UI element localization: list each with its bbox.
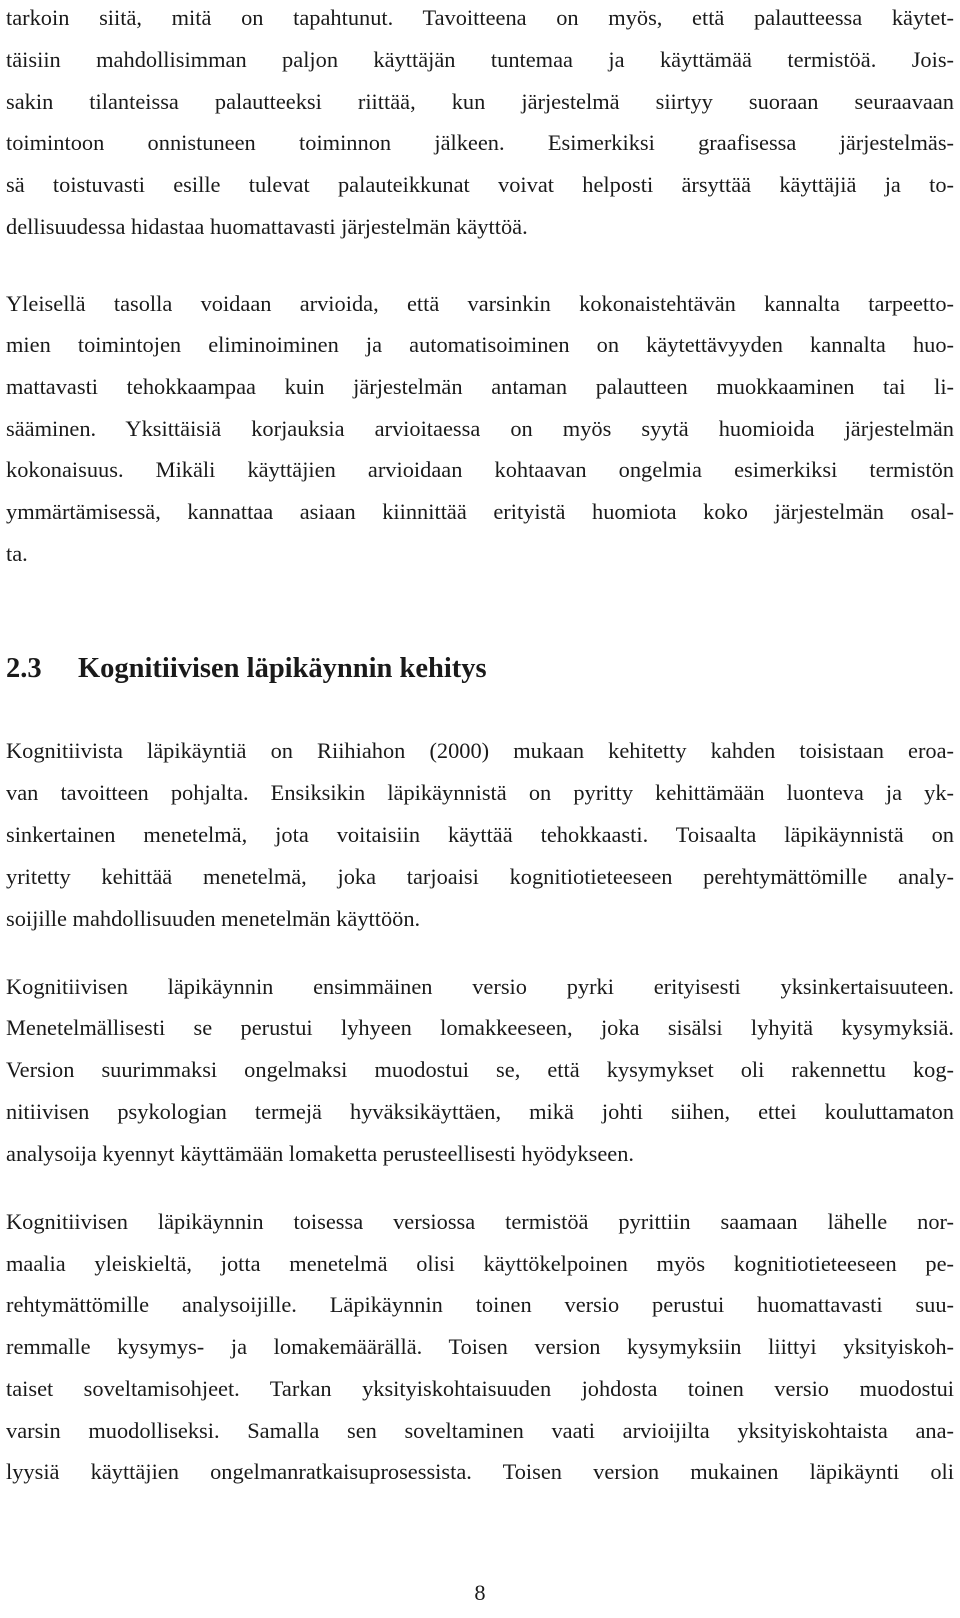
section-heading: [6, 652, 487, 686]
text-line: mien toimintojen eliminoiminen ja automatisoiminen on käytettävyyden kannalta huo-: [6, 332, 954, 357]
text-line: sakin tilanteissa palautteeksi riittää, kun järjestelmä siirtyy suoraan seuraavaan: [6, 89, 954, 114]
text-line: Kognitiivista läpikäyntiä on Riihiahon (2000) mukaan kehitetty kahden toisistaan eroa-: [6, 738, 954, 763]
text-line: toimintoon onnistuneen toiminnon jälkeen. Esimerkiksi graafisessa järjestelmäs-: [6, 130, 954, 155]
text-line: Version suurimmaksi ongelmaksi muodostui se, että kysymykset oli rakennettu kog-: [6, 1057, 954, 1082]
text-line: lyysiä käyttäjien ongelmanratkaisuprosessista. Toisen version mukainen läpikäynti oli: [6, 1459, 954, 1484]
text-line: van tavoitteen pohjalta. Ensiksikin läpikäynnistä on pyritty kehittämään luonteva ja yk-: [6, 780, 954, 805]
text-line: yritetty kehittää menetelmä, joka tarjoaisi kognitiotieteeseen perehtymättömille analy-: [6, 864, 954, 889]
text-line: rehtymättömille analysoijille. Läpikäynnin toinen versio perustui huomattavasti suu-: [6, 1292, 954, 1317]
text-line: varsin muodolliseksi. Samalla sen soveltaminen vaati arvioijilta yksityiskohtaista ana-: [6, 1418, 954, 1443]
text-line: kokonaisuus. Mikäli käyttäjien arvioidaan kohtaavan ongelmia esimerkiksi termistön: [6, 457, 954, 482]
text-line: maalia yleiskieltä, jotta menetelmä olisi käyttökelpoinen myös kognitiotieteeseen pe-: [6, 1251, 954, 1276]
text-line: taiset soveltamisohjeet. Tarkan yksityiskohtaisuuden johdosta toinen versio muodostui: [6, 1376, 954, 1401]
text-line: sä toistuvasti esille tulevat palauteikkunat voivat helposti ärsyttää käyttäjiä ja to-: [6, 172, 954, 197]
text-line: mattavasti tehokkaampaa kuin järjestelmän antaman palautteen muokkaaminen tai li-: [6, 374, 954, 399]
text-line: täisiin mahdollisimman paljon käyttäjän tuntemaa ja käyttämää termistöä. Jois-: [6, 47, 954, 72]
text-line: analysoija kyennyt käyttämään lomaketta perusteellisesti hyödykseen.: [6, 1141, 634, 1166]
text-line: Kognitiivisen läpikäynnin ensimmäinen versio pyrki erityisesti yksinkertaisuuteen.: [6, 974, 954, 999]
text-line: nitiivisen psykologian termejä hyväksikäyttäen, mikä johti siihen, ettei kouluttamaton: [6, 1099, 954, 1124]
text-line: soijille mahdollisuuden menetelmän käyttöön.: [6, 906, 421, 931]
text-line: sääminen. Yksittäisiä korjauksia arvioitaessa on myös syytä huomioida järjestelmän: [6, 416, 954, 441]
text-line: tarkoin siitä, mitä on tapahtunut. Tavoitteena on myös, että palautteessa käytet-: [6, 5, 954, 30]
text-line: Menetelmällisesti se perustui lyhyeen lomakkeeseen, joka sisälsi lyhyitä kysymyksiä.: [6, 1015, 954, 1040]
section-title: Kognitiivisen läpikäynnin kehitys: [78, 653, 487, 684]
page-number: 8: [474, 1580, 486, 1605]
section-number: 2.3: [6, 653, 42, 684]
text-line: Yleisellä tasolla voidaan arvioida, että varsinkin kokonaistehtävän kannalta tarpeetto-: [6, 291, 954, 316]
text-line: Kognitiivisen läpikäynnin toisessa versiossa termistöä pyrittiin saamaan lähelle nor-: [6, 1209, 954, 1234]
text-line: ymmärtämisessä, kannattaa asiaan kiinnittää erityistä huomiota koko järjestelmän osal-: [6, 499, 954, 524]
text-line: remmalle kysymys- ja lomakemäärällä. Toisen version kysymyksiin liittyi yksityiskoh-: [6, 1334, 954, 1359]
text-line: dellisuudessa hidastaa huomattavasti järjestelmän käyttöä.: [6, 214, 528, 239]
text-line: ta.: [6, 541, 28, 566]
text-line: sinkertainen menetelmä, jota voitaisiin käyttää tehokkaasti. Toisaalta läpikäynnistä on: [6, 822, 954, 847]
